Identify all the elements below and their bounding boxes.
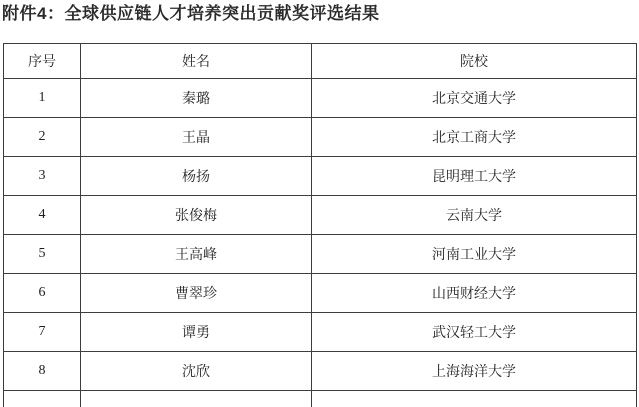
row-name: 曹翠珍: [81, 274, 312, 313]
row-name: 王高峰: [81, 235, 312, 274]
page-title: 附件4：全球供应链人才培养突出贡献奖评选结果: [2, 4, 380, 23]
row-name: [81, 391, 312, 407]
row-no: 4: [4, 196, 81, 235]
table-row: [4, 274, 637, 313]
row-name: 杨扬: [81, 157, 312, 196]
table-partial-body: [4, 391, 637, 407]
table-body: [4, 79, 637, 391]
table-row: [4, 352, 637, 391]
row-no: [4, 391, 81, 407]
row-no: 3: [4, 157, 81, 196]
row-school: 云南大学: [312, 196, 637, 235]
column-header-no: 序号: [4, 44, 81, 79]
table-row: [4, 157, 637, 196]
row-school: 河南工业大学: [312, 235, 637, 274]
table-row-partial: [4, 391, 637, 407]
row-school: 武汉轻工大学: [312, 313, 637, 352]
row-school: 北京交通大学: [312, 79, 637, 118]
table-row: [4, 118, 637, 157]
row-no: 7: [4, 313, 81, 352]
award-results-table: [3, 43, 637, 407]
row-no: 8: [4, 352, 81, 391]
row-no: 6: [4, 274, 81, 313]
table-row: [4, 79, 637, 118]
table-row: [4, 235, 637, 274]
row-name: 秦璐: [81, 79, 312, 118]
table-row: [4, 313, 637, 352]
row-name: 沈欣: [81, 352, 312, 391]
row-no: 5: [4, 235, 81, 274]
row-name: 谭勇: [81, 313, 312, 352]
row-school: 上海海洋大学: [312, 352, 637, 391]
row-name: 王晶: [81, 118, 312, 157]
row-no: 1: [4, 79, 81, 118]
row-school: 山西财经大学: [312, 274, 637, 313]
table-row: [4, 196, 637, 235]
row-school: 昆明理工大学: [312, 157, 637, 196]
row-no: 2: [4, 118, 81, 157]
row-school: [312, 391, 637, 407]
column-header-name: 姓名: [81, 44, 312, 79]
row-school: 北京工商大学: [312, 118, 637, 157]
row-name: 张俊梅: [81, 196, 312, 235]
column-header-school: 院校: [312, 44, 637, 79]
table-header-row: [4, 44, 637, 79]
